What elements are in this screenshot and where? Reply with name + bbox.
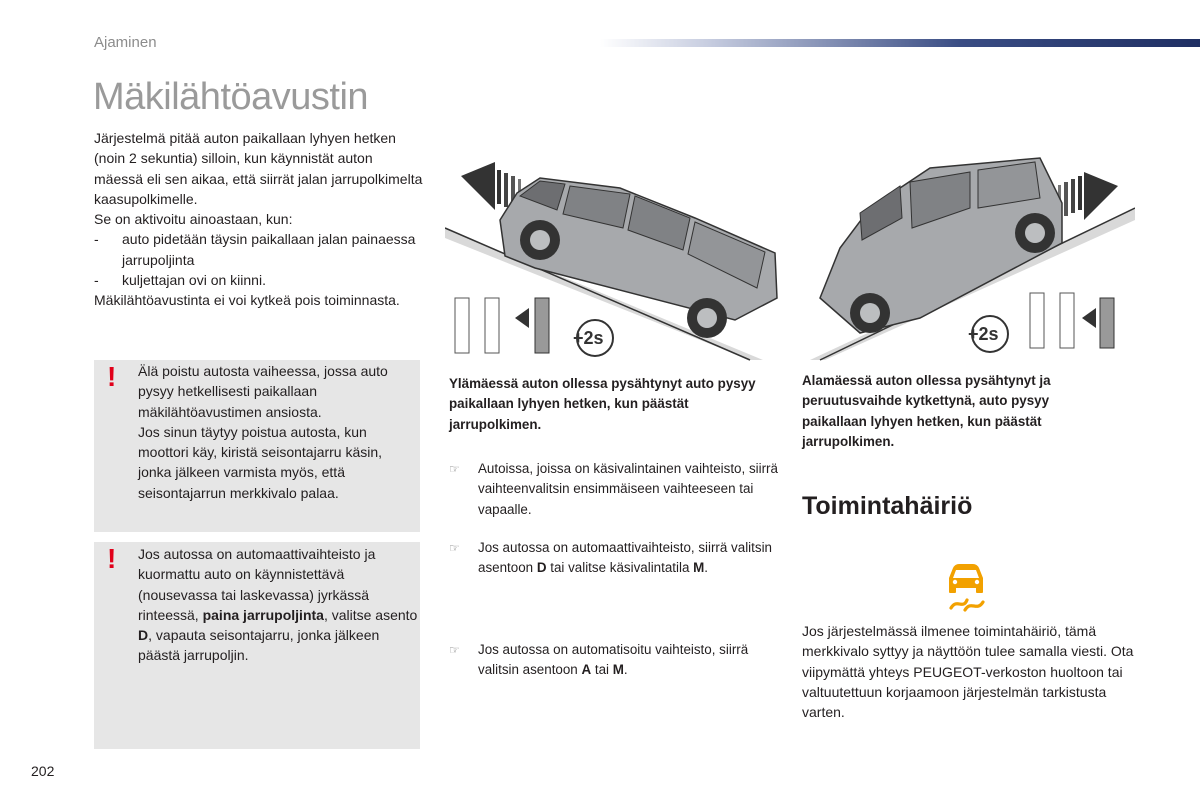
uphill-van-illustration (445, 148, 780, 363)
note-2-bold-part: M (693, 560, 705, 576)
header-gradient-bar (600, 39, 1200, 47)
motion-arrow-icon (1058, 172, 1118, 220)
warning-box-2 (94, 542, 420, 749)
warning-2-text-part: , valitse asento (323, 606, 418, 623)
stability-control-warning-icon (943, 562, 989, 614)
timer-label: +2s (968, 324, 999, 344)
note-2-text (478, 538, 778, 579)
warning-exclamation-icon: ! (107, 361, 117, 392)
timer-icon (968, 316, 1008, 352)
pointing-hand-icon: ☞ (449, 462, 460, 476)
downhill-van-illustration (800, 148, 1135, 363)
header-section-label: Ajaminen (94, 34, 157, 51)
pointing-hand-icon: ☞ (449, 643, 460, 657)
bullet-dash: - (94, 272, 99, 289)
pedals-icon (455, 298, 549, 353)
intro-paragraph-1: Järjestelmä pitää auton paikallaan lyhyen hetken (noin 2 sekuntia) silloin, kun käynnistät auton mäessä eli sen aikaa, että siirrät jalan jarrupolkimelta kaasupolkimelle. (94, 130, 423, 207)
bullet-text: kuljettajan ovi on kiinni. (122, 272, 266, 289)
note-3-text-part: Jos autossa on automatisoitu vaihteisto, siirrä valitsin asentoon (478, 642, 749, 678)
note-1-text: Autoissa, joissa on käsivalintainen vaihteisto, siirrä vaihteenvalitsin ensimmäiseen vaihteeseen tai vapaalle. (478, 461, 778, 517)
warning-exclamation-icon: ! (107, 543, 117, 574)
warning-1-paragraph-2: Jos sinun täytyy poistua autosta, kun moottori käy, kiristä seisontajarru käsin, jonka jälkeen varmista myös, että seisontajarrun merkkivalo palaa. (138, 423, 383, 501)
pointing-hand-icon: ☞ (449, 541, 460, 555)
warning-text-1 (138, 361, 418, 503)
warning-2-text-part: , vapauta seisontajarru, jonka jälkeen päästä jarrupoljin. (138, 627, 380, 664)
intro-bullet-2 (94, 270, 424, 290)
warning-2-text-part: Jos autossa on automaattivaihteisto ja kuormattu auto on käynnistettävä (nousevassa tai laskevassa) jyrkässä rinteessä, (138, 546, 376, 623)
page-title: Mäkilähtöavustin (93, 76, 369, 118)
note-3-bold-part: M (612, 662, 624, 678)
warning-1-paragraph-1: Älä poistu autosta vaiheessa, jossa auto pysyy hetkellisesti paikallaan mäkilähtöavustimen ansiosta. (138, 363, 388, 420)
warning-2-bold-part: paina jarrupoljinta (202, 606, 324, 623)
note-3-bold-part: A (581, 662, 592, 678)
note-3-text-part: . (623, 662, 628, 678)
timer-icon (573, 320, 613, 356)
intro-paragraph-2: Se on aktivoitu ainoastaan, kun: (94, 211, 293, 228)
timer-label: +2s (573, 328, 604, 348)
warning-text-2 (138, 544, 418, 666)
note-2-text-part: . (704, 560, 709, 576)
intro-paragraph-3: Mäkilähtöavustinta ei voi kytkeä pois toiminnasta. (94, 292, 400, 309)
note-3-text-part: tai (591, 662, 613, 678)
intro-bullet-1 (94, 229, 424, 270)
fault-description: Jos järjestelmässä ilmenee toimintahäiriö, tämä merkkivalo syttyy ja näyttöön tulee samalla viesti. Ota viipymättä yhteys PEUGEOT-verkoston huoltoon tai valtuutettuun korjaamoon järjestelmän tarkistusta varten. (802, 623, 1134, 721)
pedals-icon (1030, 293, 1114, 348)
note-3-text (478, 640, 778, 681)
note-automatic-gearbox (449, 538, 772, 580)
note-2-bold-part: D (536, 560, 547, 576)
warning-box-1 (94, 360, 420, 532)
note-2-text-part: tai valitse käsivalintatila (546, 560, 694, 576)
note-automated-gearbox (449, 640, 769, 682)
note-manual-gearbox (449, 459, 778, 521)
uphill-caption: Ylämäessä auton ollessa pysähtynyt auto pysyy paikallaan lyhyen hetken, kun päästät jarrupolkimen. (449, 376, 756, 432)
note-2-text-part: Jos autossa on automaattivaihteisto, siirrä valitsin asentoon (478, 540, 772, 576)
van-icon (820, 158, 1062, 333)
intro-text (94, 128, 424, 311)
warning-2-bold-part: D (138, 627, 149, 644)
page-number: 202 (31, 763, 55, 779)
fault-section-title: Toimintahäiriö (802, 492, 973, 520)
bullet-text: auto pidetään täysin paikallaan jalan painaessa jarrupoljinta (122, 231, 416, 268)
downhill-caption: Alamäessä auton ollessa pysähtynyt ja peruutusvaihde kytkettynä, auto pysyy paikallaan lyhyen hetken, kun päästät jarrupolkimen. (802, 373, 1051, 449)
bullet-dash: - (94, 231, 99, 248)
